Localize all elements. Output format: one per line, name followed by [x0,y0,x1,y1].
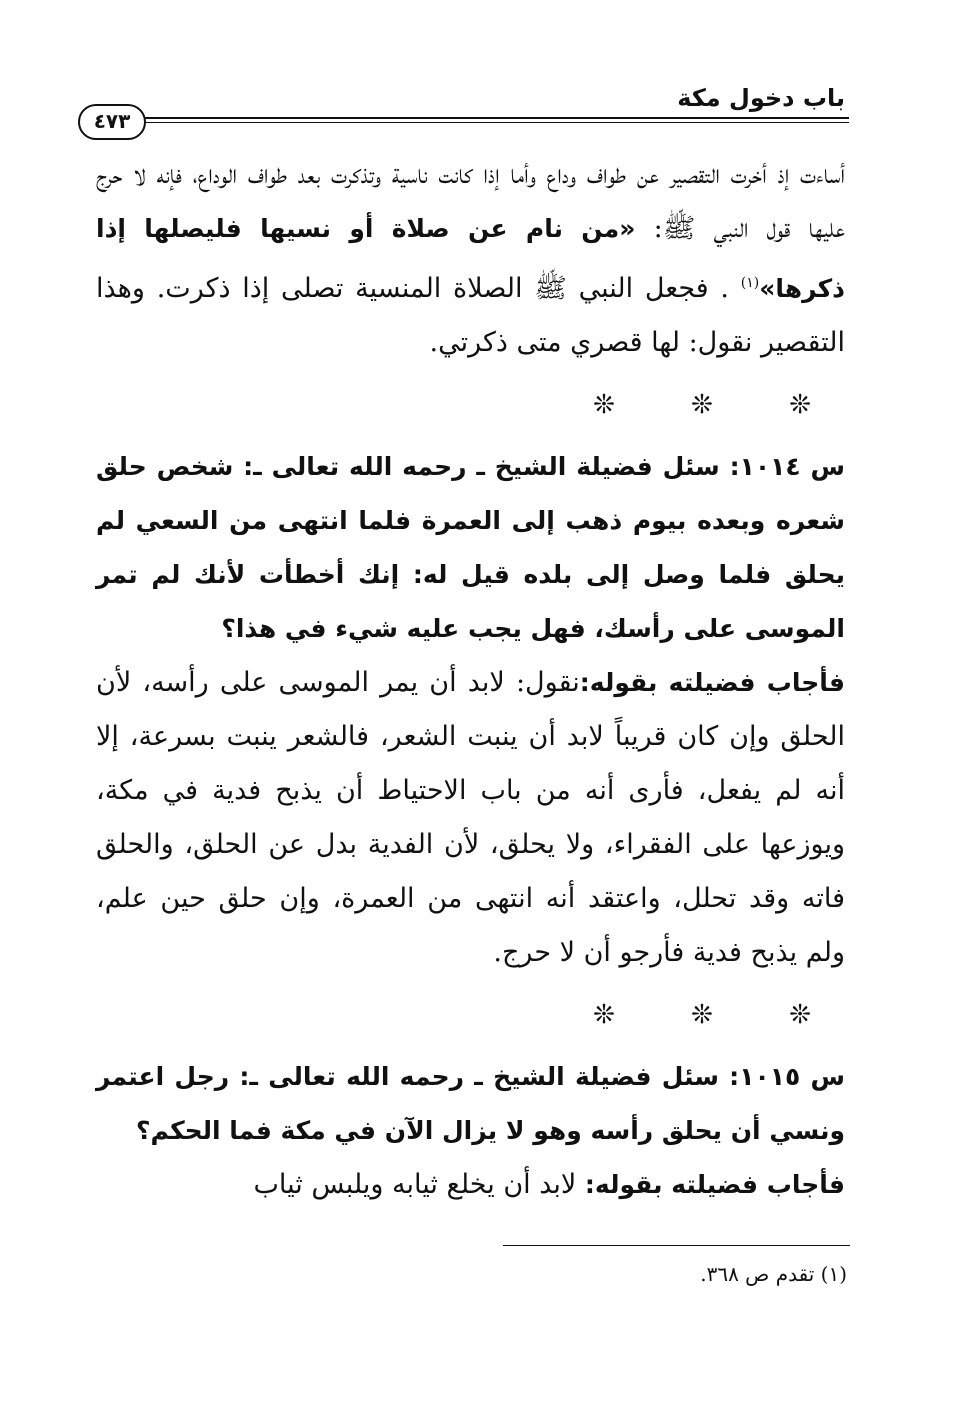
answer-lead: فأجاب فضيلته بقوله: [584,1170,845,1199]
answer-1014 [96,656,845,980]
answer-1015 [96,1158,845,1212]
answer-lead: فأجاب فضيلته بقوله: [579,668,845,697]
hadith-quote: «من نام عن صلاة أو نسيها فليصلها إذا ذكرها» [96,214,845,303]
section-separator: ❊ ❊ ❊ [593,390,845,420]
footnote-marker: (١) [740,275,760,291]
footnote-rule [503,1245,850,1246]
paragraph-continuation [96,148,845,370]
paragraph-text-a: أساءت إذ أخرت التقصير عن طواف وداع وأما إذا كانت ناسية وتذكرت بعد طواف الوداع، فإنه لا حرج عليها قول النبي ﷺ: [96,159,845,244]
header-rule-thin [145,122,849,123]
paragraph-text-b: . فجعل النبي ﷺ الصلاة المنسية تصلى إذا ذكرت. وهذا التقصير نقول: لها قصري متى ذكرتي. [96,273,845,358]
page-body [96,148,845,1212]
page-number: ٤٧٣ [78,104,146,140]
answer-text: لابد أن يخلع ثيابه ويلبس ثياب [253,1169,585,1200]
footnote: (١) تقدم ص ٣٦٨. [700,1262,847,1286]
answer-text: نقول: لابد أن يمر الموسى على رأسه، لأن الحلق وإن كان قريباً لابد أن ينبت الشعر، فالشعر ينبت بسرعة، إلا أنه لم يفعل، فأرى أنه من باب الاحتياط أن يذبح فدية في مكة، ويوزعها على الفقراء، ولا يحلق، لأن الفدية بدل عن الحلق، والحلق فاته وقد تحلل، واعتقد أنه انتهى من العمرة، وإن حلق حين علم، ولم يذبح فدية فأرجو أن لا حرج. [96,667,845,968]
section-separator: ❊ ❊ ❊ [593,1000,845,1030]
running-title: باب دخول مكة [677,84,845,112]
question-1015: س ١٠١٥: سئل فضيلة الشيخ ـ رحمه الله تعالى ـ: رجل اعتمر ونسي أن يحلق رأسه وهو لا يزال الآن في مكة فما الحكم؟ [96,1062,846,1145]
question-1014: س ١٠١٤: سئل فضيلة الشيخ ـ رحمه الله تعالى ـ: شخص حلق شعره وبعده بيوم ذهب إلى العمرة فلما انتهى من السعي لم يحلق فلما وصل إلى بلده قيل له: إنك أخطأت لأنك لم تمر الموسى على رأسك، فهل يجب عليه شيء في هذا؟ [96,452,846,643]
header-rule-thick [145,117,849,119]
